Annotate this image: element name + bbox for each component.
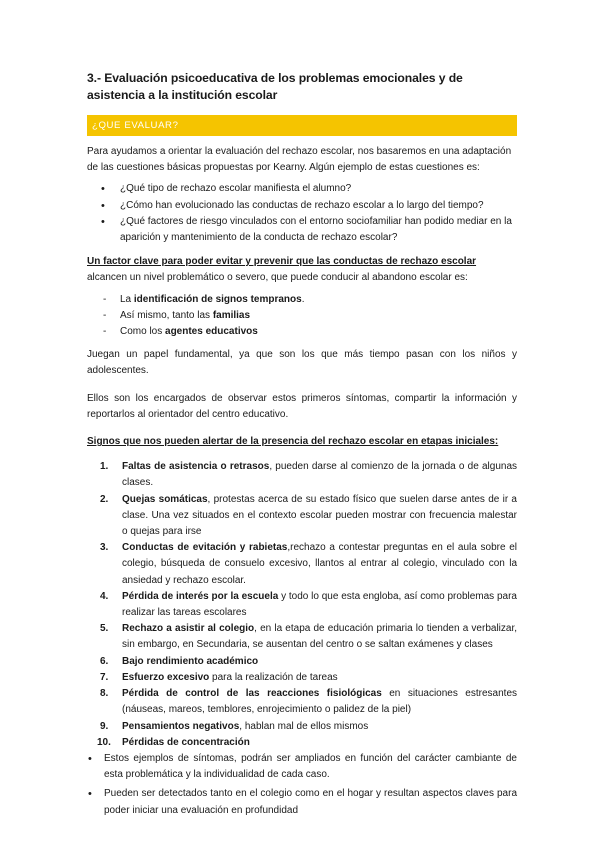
document-page [87,70,517,822]
sign-item: 2. Quejas somáticas, protestas acerca de su estado físico que suelen darse antes de ir a clase. Una vez situados en el contexto escolar pueden mostrar con frecuencia malestar o quejas para irse [100,493,517,538]
sign-item: 5. Rechazo a asistir al colegio, en la etapa de educación primaria lo tienden a verbalizar, sin embargo, en Secundaria, se ausentan del centro o se saltan exámenes y clases [100,623,517,651]
sign-item: 10. Pérdidas de concentración [97,736,250,748]
section-band [87,115,517,136]
key-factor-paragraph [87,254,517,286]
key-items-list [87,292,517,341]
signs-list [87,459,517,751]
sign-item: 3. Conductas de evitación y rabietas,rechazo a contestar preguntas en el aula sobre el colegio, búsqueda de consuelo excesivo, llantos al entrar al colegio, vinculado con la ansiedad y rechazo escolar. [100,542,517,586]
section-band-label: ¿QUE EVALUAR? [92,120,179,131]
sign-item: 9. Pensamientos negativos, hablan mal de ellos mismos [100,720,369,732]
question-item: • ¿Qué factores de riesgo vinculados con el entorno sociofamiliar han podido mediar en la aparición y mantenimiento de la conducta de rechazo escolar? [87,214,517,246]
tail-bullets [87,751,517,819]
question-item: • ¿Cómo han evolucionado las conductas de rechazo escolar a lo largo del tiempo? [87,198,517,214]
signs-heading: Signos que nos pueden alertar de la presencia del rechazo escolar en etapas iniciales: [87,436,499,448]
fundamental-paragraph: Juegan un papel fundamental, ya que son los que más tiempo pasan con los niños y adolescentes. [87,349,517,377]
key-factor-rest: alcancen un nivel problemático o severo, que puede conducir al abandono escolar es: [87,272,468,284]
sign-item: 7. Esfuerzo excesivo para la realización de tareas [100,671,338,683]
intro-paragraph: Para ayudamos a orientar la evaluación del rechazo escolar, nos basaremos en una adaptación de las cuestiones básicas propuestas por Kearny. Algún ejemplo de estas cuestiones es: [87,146,512,174]
tail-bullet-item: • Pueden ser detectados tanto en el colegio como en el hogar y resultan aspectos claves para poder iniciar una evaluación en profundidad [87,786,517,818]
questions-list [87,181,517,246]
observe-paragraph: Ellos son los encargados de observar estos primeros síntomas, compartir la información y reportarlos al orientador del centro educativo. [87,392,517,420]
key-item: - La identificación de signos tempranos. [87,292,517,308]
sign-item: 4. Pérdida de interés por la escuela y todo lo que esta engloba, así como problemas para realizar las tareas escolares [100,590,517,619]
sign-item: 6. Bajo rendimiento académico [100,655,259,667]
question-item: • ¿Qué tipo de rechazo escolar manifiesta el alumno? [87,181,517,197]
sign-item: 1. Faltas de asistencia o retrasos, pueden darse al comienzo de la jornada o de algunas clases. [100,461,518,489]
tail-bullet-item: • Estos ejemplos de síntomas, podrán ser ampliados en función del carácter cambiante de esta problemática y la individualidad de cada caso. [87,751,517,783]
key-factor-underlined: Un factor clave para poder evitar y prevenir que las conductas de rechazo escolar [87,256,477,268]
section-title: 3.- Evaluación psicoeducativa de los problemas emocionales y de asistencia a la institución escolar [87,71,463,102]
sign-item: 8. Pérdida de control de las reacciones fisiológicas en situaciones estresantes (náuseas, mareos, temblores, enrojecimiento o palidez de la piel) [100,688,517,716]
key-item: - Como los agentes educativos [87,324,517,340]
key-item: - Así mismo, tanto las familias [87,308,517,324]
